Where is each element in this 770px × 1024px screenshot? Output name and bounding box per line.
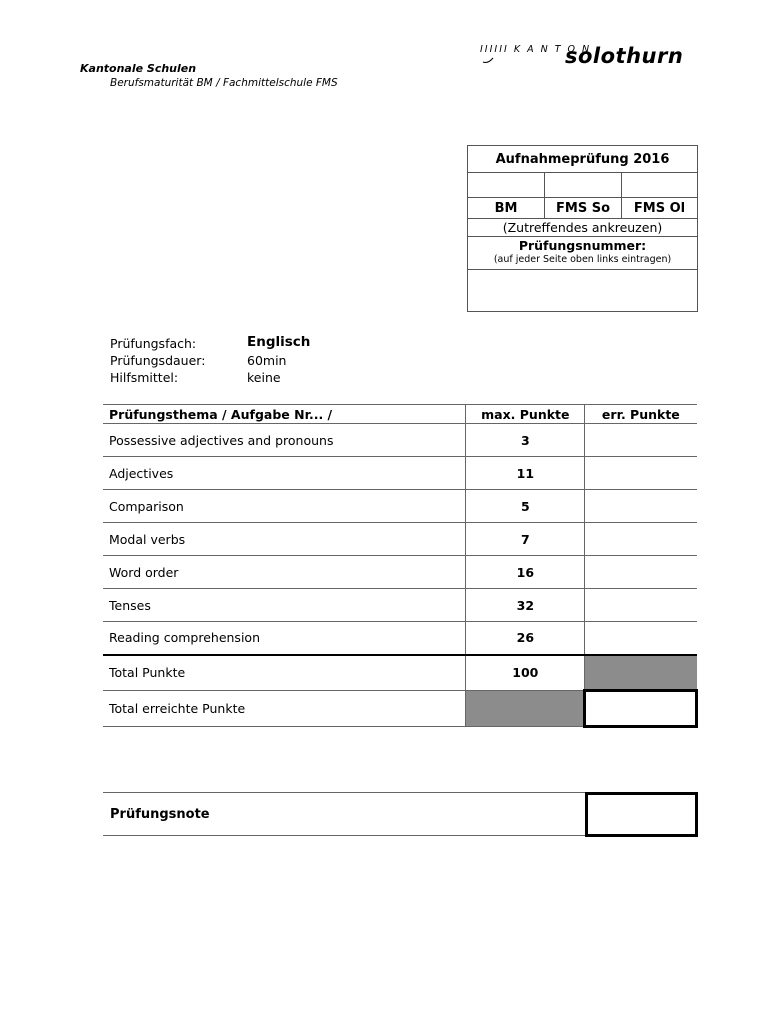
achieved-points-cell[interactable] bbox=[585, 523, 697, 556]
max-points-cell: 16 bbox=[466, 556, 585, 589]
exam-info-box bbox=[467, 145, 698, 312]
max-points-cell: 3 bbox=[466, 424, 585, 457]
max-points-cell: 5 bbox=[466, 490, 585, 523]
topic-cell: Modal verbs bbox=[103, 523, 466, 556]
total-row bbox=[103, 655, 697, 691]
table-row bbox=[103, 556, 697, 589]
duration-value: 60min bbox=[247, 353, 287, 368]
header-topic: Prüfungsthema / Aufgabe Nr... / bbox=[103, 405, 466, 424]
exam-title bbox=[468, 146, 697, 172]
achieved-points-cell[interactable] bbox=[585, 556, 697, 589]
grade-label: Prüfungsnote bbox=[110, 807, 210, 822]
checkbox-fms-ol[interactable] bbox=[622, 173, 697, 197]
achieved-points-cell[interactable] bbox=[585, 457, 697, 490]
hint-row bbox=[468, 219, 697, 237]
grade-row bbox=[103, 792, 698, 836]
aids-label: Hilfsmittel: bbox=[110, 370, 179, 385]
total-max-points: 100 bbox=[466, 655, 585, 691]
header-achieved-points: err. Punkte bbox=[585, 405, 697, 424]
table-row bbox=[103, 589, 697, 622]
total-greyed-cell bbox=[585, 655, 697, 691]
exam-title-row bbox=[468, 146, 697, 173]
max-points-cell: 26 bbox=[466, 622, 585, 655]
option-label-row bbox=[468, 198, 697, 219]
achieved-greyed-cell bbox=[466, 691, 585, 727]
option-fms-so bbox=[545, 198, 622, 218]
achieved-label: Total erreichte Punkte bbox=[103, 691, 466, 727]
max-points-cell: 11 bbox=[466, 457, 585, 490]
topic-cell: Reading comprehension bbox=[103, 622, 466, 655]
achieved-row bbox=[103, 691, 697, 727]
header-max-points: max. Punkte bbox=[466, 405, 585, 424]
topic-cell: Comparison bbox=[103, 490, 466, 523]
subject-value: Englisch bbox=[247, 334, 311, 350]
topic-cell: Adjectives bbox=[103, 457, 466, 490]
logo-name: solothurn bbox=[565, 44, 684, 68]
institution-name: Kantonale Schulen bbox=[80, 62, 197, 75]
grade-field[interactable] bbox=[585, 792, 698, 837]
achieved-total-field[interactable] bbox=[585, 691, 697, 727]
option-fms-ol-label: FMS Ol bbox=[633, 200, 686, 216]
score-table bbox=[103, 404, 698, 728]
achieved-points-cell[interactable] bbox=[585, 589, 697, 622]
topic-cell: Tenses bbox=[103, 589, 466, 622]
logo-prefix: IIIIII K A N T O N bbox=[480, 44, 592, 55]
max-points-cell: 7 bbox=[466, 523, 585, 556]
institution-subtitle: Berufsmaturität BM / Fachmittelschule FMS bbox=[110, 77, 338, 89]
topic-cell: Possessive adjectives and pronouns bbox=[103, 424, 466, 457]
table-row bbox=[103, 622, 697, 655]
table-row bbox=[103, 457, 697, 490]
total-label: Total Punkte bbox=[103, 655, 466, 691]
option-fms-ol bbox=[622, 198, 697, 218]
achieved-points-cell[interactable] bbox=[585, 490, 697, 523]
aids-value: keine bbox=[247, 370, 281, 385]
table-row bbox=[103, 424, 697, 457]
checkbox-fms-so[interactable] bbox=[545, 173, 622, 197]
subject-label: Prüfungsfach: bbox=[110, 336, 197, 351]
table-row bbox=[103, 490, 697, 523]
score-header-row bbox=[103, 405, 697, 424]
option-fms-so-label: FMS So bbox=[556, 200, 610, 216]
selection-hint: (Zutreffendes ankreuzen) bbox=[502, 220, 663, 235]
logo-swoosh-icon bbox=[482, 56, 494, 64]
hint-cell bbox=[468, 219, 697, 236]
duration-label: Prüfungsdauer: bbox=[110, 353, 206, 368]
exam-number-field[interactable] bbox=[468, 270, 697, 312]
number-label-wrap bbox=[468, 238, 697, 265]
max-points-cell: 32 bbox=[466, 589, 585, 622]
exam-number-hint: (auf jeder Seite oben links eintragen) bbox=[493, 254, 672, 265]
number-label-row bbox=[468, 237, 697, 270]
achieved-points-cell[interactable] bbox=[585, 424, 697, 457]
option-bm-label: BM bbox=[494, 200, 518, 216]
achieved-points-cell[interactable] bbox=[585, 622, 697, 655]
exam-title-text: Aufnahmeprüfung 2016 bbox=[495, 151, 670, 167]
checkbox-bm[interactable] bbox=[468, 173, 545, 197]
checkbox-row bbox=[468, 173, 697, 198]
option-bm bbox=[468, 198, 545, 218]
exam-number-label: Prüfungsnummer: bbox=[518, 238, 647, 253]
table-row bbox=[103, 523, 697, 556]
topic-cell: Word order bbox=[103, 556, 466, 589]
